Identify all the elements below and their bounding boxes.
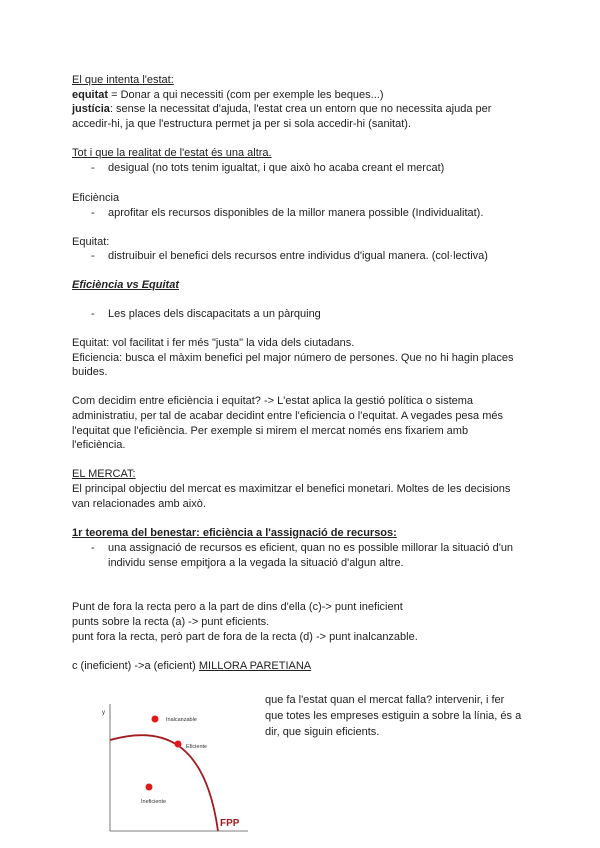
fpp-label: FPP bbox=[220, 818, 240, 829]
heading-el-mercat: EL MERCAT: bbox=[72, 468, 136, 480]
justicia-term: justícia bbox=[72, 103, 110, 115]
bullet-dash: - bbox=[91, 250, 95, 262]
bullet-distribuir: distruibuir el benefici dels recursos entre individus d'igual manera. (col·lectiva) bbox=[108, 250, 488, 262]
y-axis-label: y bbox=[102, 710, 105, 716]
paragraph-line: buides. bbox=[72, 366, 108, 378]
bullet-assignacio: una assignació de recursos es eficient, quan no es possible millorar la situació d'un bbox=[108, 542, 514, 554]
heading-teorema: 1r teorema del benestar: eficiència a l'assignació de recursos: bbox=[72, 527, 397, 539]
justicia-line bbox=[72, 102, 491, 117]
bullet-dash: - bbox=[91, 162, 95, 174]
bullet-assignacio-cont: individu sense empitjora a la vegada la situació d'algun altre. bbox=[108, 557, 404, 569]
paragraph-line: punts sobre la recta (a) -> punt eficients. bbox=[72, 616, 270, 628]
justicia-text: : sense la necessitat d'ajuda, l'estat crea un entorn que no necessita ajuda per bbox=[109, 103, 492, 115]
label-inalcanzable: Inalcanzable bbox=[166, 717, 197, 723]
heading-realitat: Tot i que la realitat de l'estat és una altra. bbox=[72, 147, 272, 159]
paragraph-line: punt fora la recta, però part de fora de la recta (d) -> punt inalcanzable. bbox=[72, 631, 418, 643]
side-text-line: dir, que siguin eficients. bbox=[265, 726, 380, 738]
bullet-dash: - bbox=[91, 308, 95, 320]
justicia-line-2: accedir-hi, ja que l'estructura permet ja per si sola accedir-hi (sanitat). bbox=[72, 118, 411, 130]
label-eficiente: Eficiente bbox=[186, 744, 208, 750]
heading-eficiencia-vs-equitat: Eficiència vs Equitat bbox=[72, 279, 179, 291]
side-text-line: que totes les empreses estiguin a sobre la línia, és a bbox=[265, 710, 522, 722]
paragraph-line: l'equitat que l'eficiència. Per exemple si mirem el mercat només ens fixariem amb bbox=[72, 425, 469, 437]
point-eficiente bbox=[175, 741, 182, 748]
bullet-dash: - bbox=[91, 207, 95, 219]
millora-text: c (ineficient) ->a (eficient) bbox=[72, 660, 199, 672]
fpp-diagram bbox=[90, 698, 250, 834]
label-ineficiente: Ineficiente bbox=[141, 799, 167, 805]
bullet-desigual: desigual (no tots tenim igualtat, i que això ho acaba creant el mercat) bbox=[108, 162, 445, 174]
heading-eficiencia: Eficiència bbox=[72, 192, 120, 204]
equitat-text: = Donar a qui necessiti (com per exemple les beques...) bbox=[108, 89, 384, 101]
millora-line bbox=[72, 659, 311, 674]
bullet-aprofitar: aprofitar els recursos disponibles de la millor manera possible (Individualitat). bbox=[108, 207, 484, 219]
paragraph-line: administratiu, per tal de acabar decidint entre l'eficiencia o l'equitat. A vegades pesa més bbox=[72, 410, 504, 422]
paragraph-line: Com decidim entre eficiència i equitat? -> L'estat aplica la gestió política o sistema bbox=[72, 395, 474, 407]
point-inalcanzable bbox=[152, 716, 159, 723]
equitat-line bbox=[72, 88, 384, 103]
equitat-term: equitat bbox=[72, 89, 109, 101]
side-text-line: que fa l'estat quan el mercat falla? intervenir, i fer bbox=[265, 694, 505, 706]
paragraph-line: Equitat: vol facilitat i fer més "justa" la vida dels ciutadans. bbox=[72, 337, 355, 349]
millora-paretiana-link: MILLORA PARETIANA bbox=[198, 660, 312, 672]
paragraph-line: van relacionades amb això. bbox=[72, 498, 206, 510]
bullet-dash: - bbox=[91, 542, 95, 554]
heading-equitat: Equitat: bbox=[72, 236, 110, 248]
paragraph-line: El principal objectiu del mercat es maximitzar el benefici monetari. Moltes de les decisions bbox=[72, 483, 511, 495]
paragraph-line: Eficiencia: busca el màxim benefici pel major número de persones. Que no hi hagin places bbox=[72, 352, 514, 364]
paragraph-line: Punt de fora la recta pero a la part de dins d'ella (c)-> punt ineficient bbox=[72, 601, 403, 613]
paragraph-line: l'eficiència. bbox=[72, 439, 126, 451]
heading-intenta-estat: El que intenta l'estat: bbox=[72, 74, 174, 86]
bullet-places: Les places dels discapacitats a un pàrquing bbox=[108, 308, 321, 320]
point-ineficiente bbox=[146, 784, 153, 791]
